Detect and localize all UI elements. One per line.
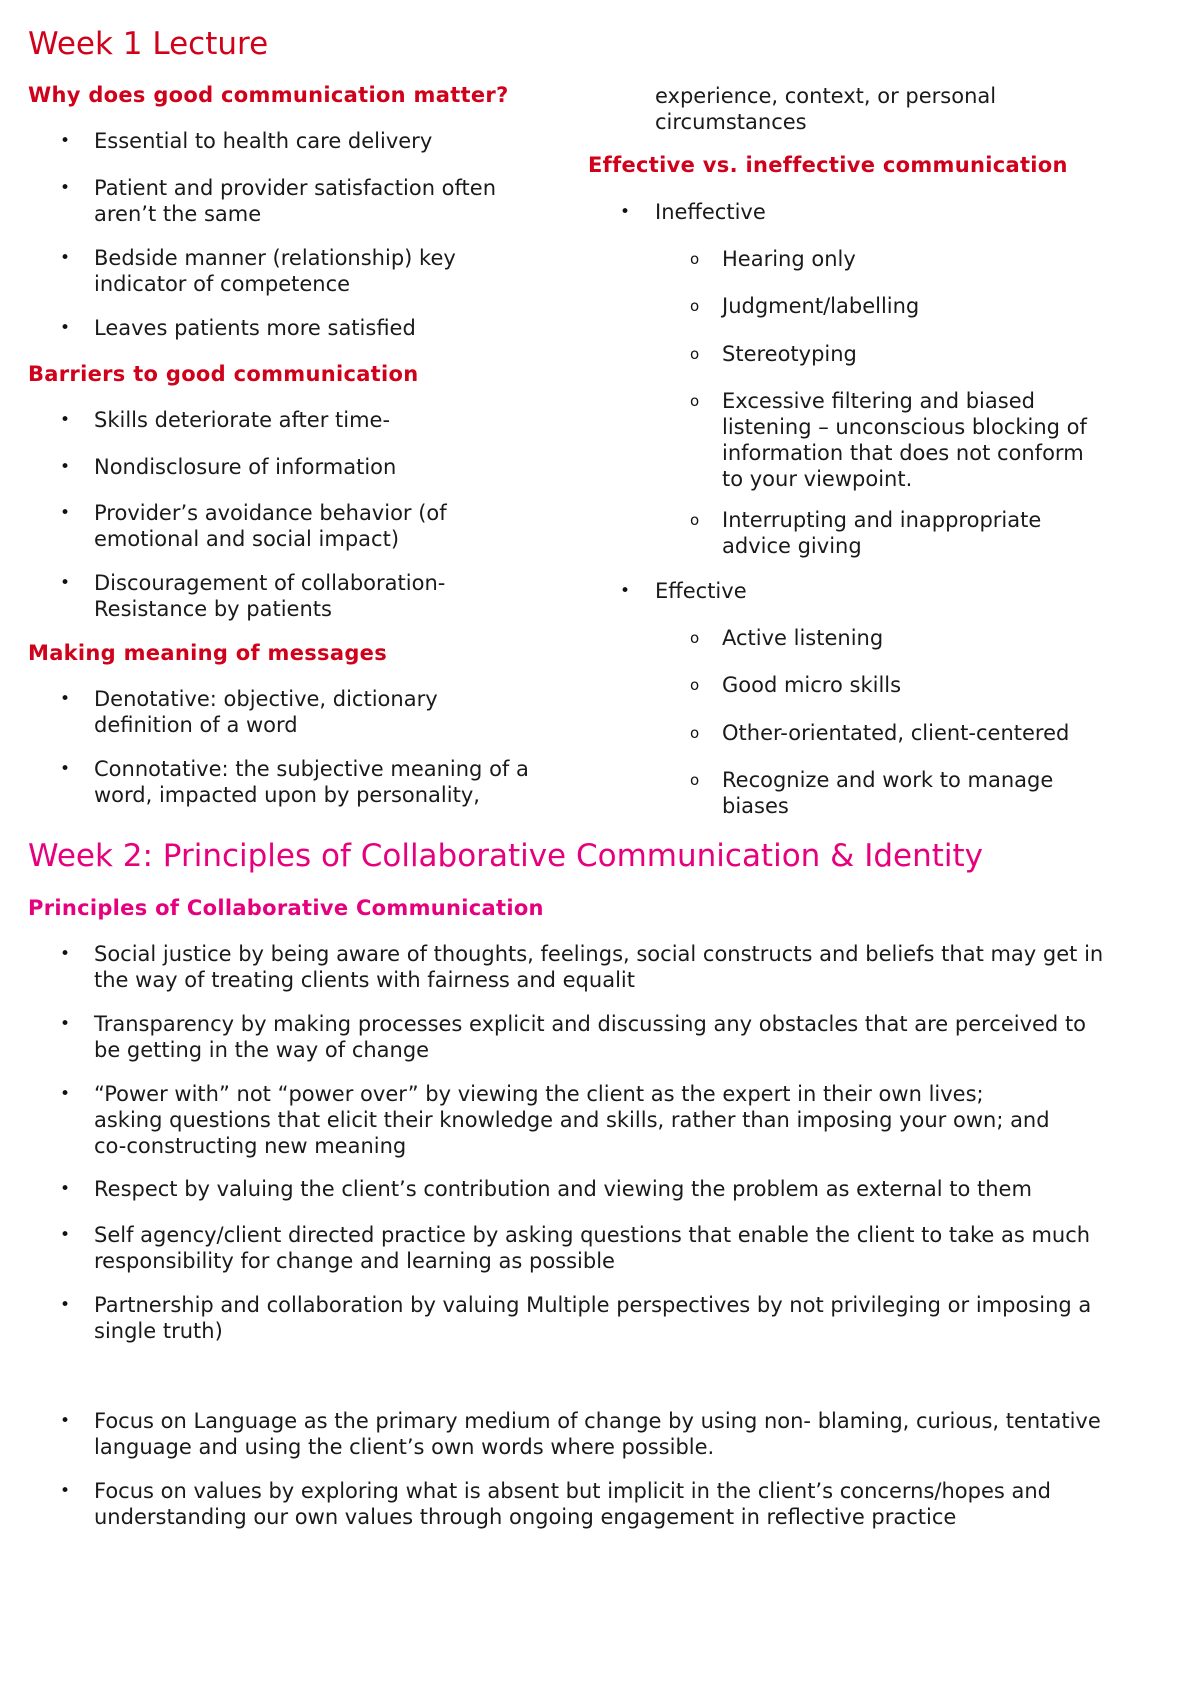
list-item-ineffective: Ineffective xyxy=(655,200,766,224)
sub-bullet-glyph: o xyxy=(690,250,700,268)
list-item: Skills deteriorate after time- xyxy=(94,408,391,432)
barriers-heading: Barriers to good communication xyxy=(28,362,419,386)
bullet-glyph: • xyxy=(60,759,71,779)
list-item: “Power with” not “power over” by viewing the client as the expert in their own lives; asking questions that elicit their knowledge and skills, rather than imposing your own; and co-constructing new meaning xyxy=(94,1082,1050,1158)
list-item: Patient and provider satisfaction often aren’t the same xyxy=(94,176,497,226)
sub-bullet-glyph: o xyxy=(690,392,700,410)
list-item: Leaves patients more satisfied xyxy=(94,316,416,340)
effective-heading: Effective vs. ineffective communication xyxy=(588,153,1068,177)
sub-list-item: Good micro skills xyxy=(722,673,902,697)
sub-list-item: Recognize and work to manage biases xyxy=(722,768,1054,818)
list-item: Transparency by making processes explicit and discussing any obstacles that are perceived to be getting in the way of change xyxy=(94,1012,1087,1062)
bullet-glyph: • xyxy=(60,944,71,964)
bullet-glyph: • xyxy=(60,131,71,151)
list-item: Partnership and collaboration by valuing Multiple perspectives by not privileging or imposing a single truth) xyxy=(94,1293,1092,1343)
bullet-glyph: • xyxy=(60,1014,71,1034)
bullet-glyph: • xyxy=(60,1179,71,1199)
why-heading: Why does good communication matter? xyxy=(28,83,509,107)
list-item-continued: experience, context, or personal circumstances xyxy=(655,84,997,134)
bullet-glyph: • xyxy=(60,1295,71,1315)
bullet-glyph: • xyxy=(60,1225,71,1245)
list-item: Nondisclosure of information xyxy=(94,455,397,479)
sub-bullet-glyph: o xyxy=(690,629,700,647)
sub-bullet-glyph: o xyxy=(690,724,700,742)
list-item: Denotative: objective, dictionary definition of a word xyxy=(94,687,438,737)
bullet-glyph: • xyxy=(60,318,71,338)
sub-bullet-glyph: o xyxy=(690,511,700,529)
week1-title: Week 1 Lecture xyxy=(28,26,269,62)
bullet-glyph: • xyxy=(60,573,71,593)
sub-list-item: Interrupting and inappropriate advice giving xyxy=(722,508,1042,558)
list-item: Respect by valuing the client’s contribution and viewing the problem as external to them xyxy=(94,1177,1032,1201)
bullet-glyph: • xyxy=(60,503,71,523)
bullet-glyph: • xyxy=(60,410,71,430)
bullet-glyph: • xyxy=(60,1481,71,1501)
bullet-glyph: • xyxy=(60,178,71,198)
list-item-effective: Effective xyxy=(655,579,747,603)
list-item: Provider’s avoidance behavior (of emotional and social impact) xyxy=(94,501,447,551)
bullet-glyph: • xyxy=(60,1084,71,1104)
list-item: Essential to health care delivery xyxy=(94,129,433,153)
bullet-glyph: • xyxy=(620,581,631,601)
bullet-glyph: • xyxy=(60,689,71,709)
sub-list-item: Other-orientated, client-centered xyxy=(722,721,1070,745)
sub-bullet-glyph: o xyxy=(690,345,700,363)
list-item: Social justice by being aware of thoughts, feelings, social constructs and beliefs that may get in the way of treating clients with fairness and equalit xyxy=(94,942,1104,992)
sub-bullet-glyph: o xyxy=(690,771,700,789)
principles-heading: Principles of Collaborative Communication xyxy=(28,896,544,920)
list-item: Bedside manner (relationship) key indicator of competence xyxy=(94,246,456,296)
bullet-glyph: • xyxy=(60,248,71,268)
sub-bullet-glyph: o xyxy=(690,297,700,315)
sub-list-item: Stereotyping xyxy=(722,342,857,366)
list-item: Focus on Language as the primary medium of change by using non- blaming, curious, tentative language and using the client’s own words where possible. xyxy=(94,1409,1101,1459)
list-item: Self agency/client directed practice by asking questions that enable the client to take as much responsibility for change and learning as possible xyxy=(94,1223,1091,1273)
sub-bullet-glyph: o xyxy=(690,676,700,694)
bullet-glyph: • xyxy=(620,202,631,222)
list-item: Focus on values by exploring what is absent but implicit in the client’s concerns/hopes and understanding our own values through ongoing engagement in reflective practice xyxy=(94,1479,1052,1529)
list-item: Discouragement of collaboration- Resistance by patients xyxy=(94,571,446,621)
meaning-heading: Making meaning of messages xyxy=(28,641,388,665)
bullet-glyph: • xyxy=(60,457,71,477)
week2-title: Week 2: Principles of Collaborative Communication & Identity xyxy=(28,838,984,874)
bullet-glyph: • xyxy=(60,1411,71,1431)
sub-list-item: Judgment/labelling xyxy=(722,294,920,318)
sub-list-item: Hearing only xyxy=(722,247,856,271)
list-item: Connotative: the subjective meaning of a word, impacted upon by personality, xyxy=(94,757,529,807)
sub-list-item: Excessive filtering and biased listening – unconscious blocking of information that does not conform to your viewpoint. xyxy=(722,389,1087,491)
sub-list-item: Active listening xyxy=(722,626,884,650)
